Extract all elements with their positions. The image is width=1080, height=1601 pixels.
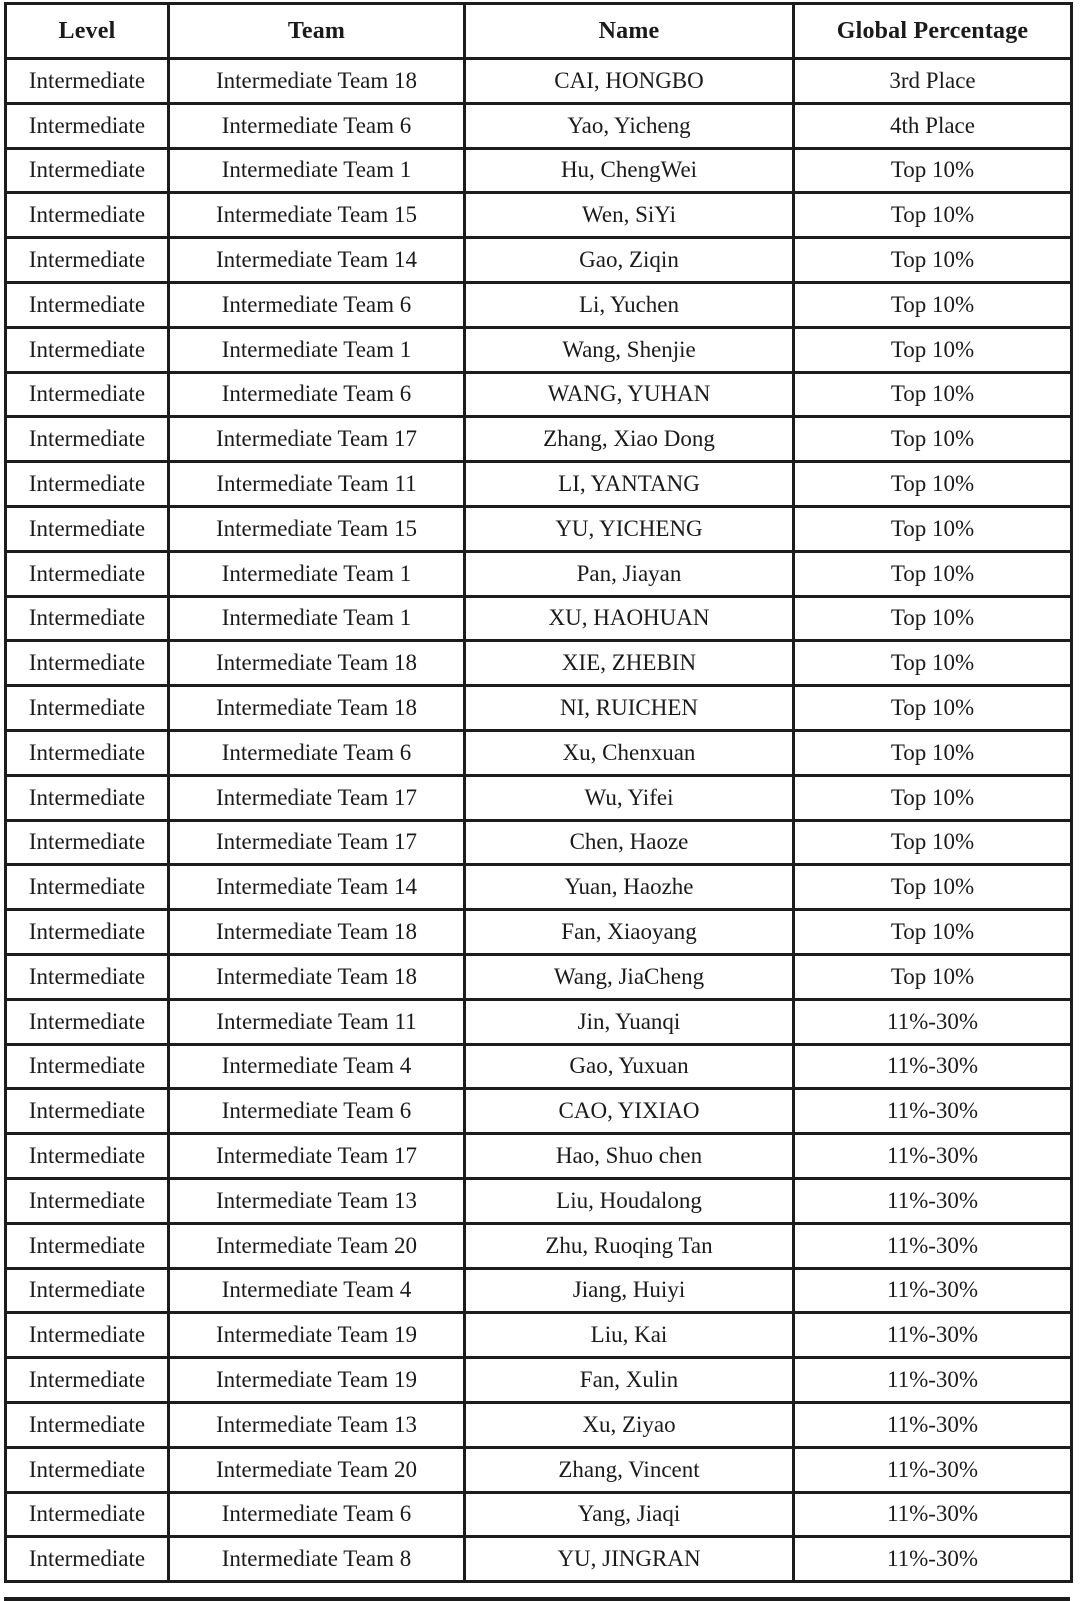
- table-row: [6, 59, 1072, 104]
- cell-team: Intermediate Team 17: [169, 417, 465, 462]
- cell-level: Intermediate: [6, 910, 169, 955]
- cell-name: Hao, Shuo chen: [465, 1134, 794, 1179]
- cell-global-percentage: Top 10%: [794, 954, 1072, 999]
- cell-level: Intermediate: [6, 820, 169, 865]
- table-row: [6, 686, 1072, 731]
- cell-level: Intermediate: [6, 462, 169, 507]
- cell-level: Intermediate: [6, 103, 169, 148]
- cell-name: Wu, Yifei: [465, 775, 794, 820]
- cell-team: Intermediate Team 20: [169, 1223, 465, 1268]
- cell-team: Intermediate Team 18: [169, 910, 465, 955]
- cell-team: Intermediate Team 13: [169, 1178, 465, 1223]
- cell-name: Yao, Yicheng: [465, 103, 794, 148]
- cell-global-percentage: 4th Place: [794, 103, 1072, 148]
- header-row: [6, 4, 1072, 59]
- cell-team: Intermediate Team 17: [169, 820, 465, 865]
- cell-level: Intermediate: [6, 596, 169, 641]
- cell-team: Intermediate Team 19: [169, 1313, 465, 1358]
- cell-team: Intermediate Team 17: [169, 775, 465, 820]
- table-row: [6, 1268, 1072, 1313]
- cell-name: XU, HAOHUAN: [465, 596, 794, 641]
- column-header-level: Level: [6, 4, 169, 59]
- results-table: [4, 2, 1073, 1583]
- column-header-team: Team: [169, 4, 465, 59]
- table-row: [6, 462, 1072, 507]
- cell-team: Intermediate Team 20: [169, 1447, 465, 1492]
- table-row: [6, 1044, 1072, 1089]
- cell-global-percentage: 11%-30%: [794, 1358, 1072, 1403]
- cell-level: Intermediate: [6, 59, 169, 104]
- cell-level: Intermediate: [6, 1537, 169, 1582]
- cell-name: Li, Yuchen: [465, 282, 794, 327]
- table-row: [6, 193, 1072, 238]
- cell-name: Gao, Yuxuan: [465, 1044, 794, 1089]
- cell-level: Intermediate: [6, 506, 169, 551]
- table-row: [6, 1492, 1072, 1537]
- cell-name: YU, YICHENG: [465, 506, 794, 551]
- table-row: [6, 372, 1072, 417]
- cell-team: Intermediate Team 15: [169, 193, 465, 238]
- cell-level: Intermediate: [6, 1134, 169, 1179]
- cell-name: Jiang, Huiyi: [465, 1268, 794, 1313]
- cell-name: Fan, Xulin: [465, 1358, 794, 1403]
- cell-team: Intermediate Team 1: [169, 327, 465, 372]
- cell-name: Liu, Kai: [465, 1313, 794, 1358]
- cell-level: Intermediate: [6, 1178, 169, 1223]
- cell-team: Intermediate Team 6: [169, 282, 465, 327]
- table-row: [6, 1358, 1072, 1403]
- cell-name: Zhang, Vincent: [465, 1447, 794, 1492]
- cell-team: Intermediate Team 4: [169, 1268, 465, 1313]
- cell-global-percentage: 11%-30%: [794, 1268, 1072, 1313]
- cell-level: Intermediate: [6, 686, 169, 731]
- cell-level: Intermediate: [6, 1402, 169, 1447]
- cell-global-percentage: Top 10%: [794, 282, 1072, 327]
- cell-team: Intermediate Team 13: [169, 1402, 465, 1447]
- cell-global-percentage: Top 10%: [794, 686, 1072, 731]
- cell-global-percentage: 11%-30%: [794, 1447, 1072, 1492]
- table-row: [6, 820, 1072, 865]
- cell-level: Intermediate: [6, 1268, 169, 1313]
- table-row: [6, 282, 1072, 327]
- cell-name: Zhu, Ruoqing Tan: [465, 1223, 794, 1268]
- cell-name: Xu, Chenxuan: [465, 730, 794, 775]
- table-row: [6, 1402, 1072, 1447]
- table-row: [6, 238, 1072, 283]
- cell-global-percentage: Top 10%: [794, 238, 1072, 283]
- cell-name: Yang, Jiaqi: [465, 1492, 794, 1537]
- cell-global-percentage: Top 10%: [794, 820, 1072, 865]
- cell-global-percentage: 11%-30%: [794, 1313, 1072, 1358]
- column-header-name: Name: [465, 4, 794, 59]
- table-row: [6, 865, 1072, 910]
- cell-level: Intermediate: [6, 641, 169, 686]
- cell-global-percentage: Top 10%: [794, 596, 1072, 641]
- cell-name: Wang, JiaCheng: [465, 954, 794, 999]
- cell-level: Intermediate: [6, 372, 169, 417]
- table-row: [6, 103, 1072, 148]
- cell-level: Intermediate: [6, 1358, 169, 1403]
- cell-level: Intermediate: [6, 730, 169, 775]
- cell-global-percentage: Top 10%: [794, 193, 1072, 238]
- cell-global-percentage: 11%-30%: [794, 1223, 1072, 1268]
- cell-name: Xu, Ziyao: [465, 1402, 794, 1447]
- cell-global-percentage: 11%-30%: [794, 1089, 1072, 1134]
- cell-team: Intermediate Team 11: [169, 462, 465, 507]
- cell-level: Intermediate: [6, 1089, 169, 1134]
- cell-name: Gao, Ziqin: [465, 238, 794, 283]
- cell-global-percentage: Top 10%: [794, 372, 1072, 417]
- cell-team: Intermediate Team 6: [169, 730, 465, 775]
- cell-level: Intermediate: [6, 1313, 169, 1358]
- cell-team: Intermediate Team 17: [169, 1134, 465, 1179]
- cell-global-percentage: Top 10%: [794, 148, 1072, 193]
- table-row: [6, 730, 1072, 775]
- cell-level: Intermediate: [6, 148, 169, 193]
- cell-level: Intermediate: [6, 954, 169, 999]
- cell-global-percentage: Top 10%: [794, 551, 1072, 596]
- cell-team: Intermediate Team 18: [169, 954, 465, 999]
- cell-level: Intermediate: [6, 417, 169, 462]
- table-row: [6, 910, 1072, 955]
- cell-global-percentage: 11%-30%: [794, 1044, 1072, 1089]
- table-row: [6, 1089, 1072, 1134]
- cell-global-percentage: 11%-30%: [794, 1402, 1072, 1447]
- cell-team: Intermediate Team 6: [169, 372, 465, 417]
- table-row: [6, 1447, 1072, 1492]
- cell-name: CAO, YIXIAO: [465, 1089, 794, 1134]
- cell-level: Intermediate: [6, 1223, 169, 1268]
- cell-team: Intermediate Team 1: [169, 148, 465, 193]
- table-row: [6, 148, 1072, 193]
- cell-name: Pan, Jiayan: [465, 551, 794, 596]
- cell-name: Wang, Shenjie: [465, 327, 794, 372]
- cell-global-percentage: Top 10%: [794, 910, 1072, 955]
- cell-name: XIE, ZHEBIN: [465, 641, 794, 686]
- cell-name: WANG, YUHAN: [465, 372, 794, 417]
- column-header-global-percentage: Global Percentage: [794, 4, 1072, 59]
- cell-global-percentage: 11%-30%: [794, 999, 1072, 1044]
- cell-name: Yuan, Haozhe: [465, 865, 794, 910]
- cell-level: Intermediate: [6, 193, 169, 238]
- table-row: [6, 775, 1072, 820]
- cell-team: Intermediate Team 15: [169, 506, 465, 551]
- table-row: [6, 954, 1072, 999]
- cell-level: Intermediate: [6, 282, 169, 327]
- table-row: [6, 1313, 1072, 1358]
- cell-level: Intermediate: [6, 238, 169, 283]
- cell-name: Liu, Houdalong: [465, 1178, 794, 1223]
- cell-name: YU, JINGRAN: [465, 1537, 794, 1582]
- table-row: [6, 327, 1072, 372]
- cell-global-percentage: 11%-30%: [794, 1492, 1072, 1537]
- cell-global-percentage: Top 10%: [794, 641, 1072, 686]
- table-row: [6, 1178, 1072, 1223]
- cutoff-next-row-border: [4, 1597, 1070, 1601]
- cell-name: Fan, Xiaoyang: [465, 910, 794, 955]
- cell-team: Intermediate Team 6: [169, 1089, 465, 1134]
- cell-team: Intermediate Team 14: [169, 865, 465, 910]
- cell-level: Intermediate: [6, 1044, 169, 1089]
- cell-team: Intermediate Team 1: [169, 596, 465, 641]
- cell-global-percentage: 11%-30%: [794, 1178, 1072, 1223]
- table-row: [6, 1134, 1072, 1179]
- table-row: [6, 999, 1072, 1044]
- cell-level: Intermediate: [6, 1492, 169, 1537]
- cell-team: Intermediate Team 8: [169, 1537, 465, 1582]
- cell-team: Intermediate Team 19: [169, 1358, 465, 1403]
- cell-name: Jin, Yuanqi: [465, 999, 794, 1044]
- cell-name: Chen, Haoze: [465, 820, 794, 865]
- cell-name: Wen, SiYi: [465, 193, 794, 238]
- table-row: [6, 596, 1072, 641]
- cell-global-percentage: Top 10%: [794, 506, 1072, 551]
- cell-global-percentage: Top 10%: [794, 327, 1072, 372]
- cell-level: Intermediate: [6, 865, 169, 910]
- cell-level: Intermediate: [6, 551, 169, 596]
- cell-team: Intermediate Team 1: [169, 551, 465, 596]
- cell-global-percentage: Top 10%: [794, 775, 1072, 820]
- cell-team: Intermediate Team 6: [169, 1492, 465, 1537]
- cell-team: Intermediate Team 18: [169, 59, 465, 104]
- cell-global-percentage: Top 10%: [794, 730, 1072, 775]
- cell-level: Intermediate: [6, 327, 169, 372]
- cell-team: Intermediate Team 14: [169, 238, 465, 283]
- cell-team: Intermediate Team 11: [169, 999, 465, 1044]
- table-row: [6, 551, 1072, 596]
- cell-name: NI, RUICHEN: [465, 686, 794, 731]
- cell-level: Intermediate: [6, 775, 169, 820]
- table-row: [6, 417, 1072, 462]
- cell-team: Intermediate Team 18: [169, 641, 465, 686]
- cell-name: Hu, ChengWei: [465, 148, 794, 193]
- cell-team: Intermediate Team 4: [169, 1044, 465, 1089]
- cell-global-percentage: Top 10%: [794, 417, 1072, 462]
- cell-team: Intermediate Team 18: [169, 686, 465, 731]
- table-body: [6, 59, 1072, 1582]
- cell-global-percentage: Top 10%: [794, 462, 1072, 507]
- cell-name: LI, YANTANG: [465, 462, 794, 507]
- cell-level: Intermediate: [6, 1447, 169, 1492]
- cell-team: Intermediate Team 6: [169, 103, 465, 148]
- cell-name: CAI, HONGBO: [465, 59, 794, 104]
- table-row: [6, 1223, 1072, 1268]
- cell-name: Zhang, Xiao Dong: [465, 417, 794, 462]
- cell-level: Intermediate: [6, 999, 169, 1044]
- cell-global-percentage: 11%-30%: [794, 1134, 1072, 1179]
- cell-global-percentage: Top 10%: [794, 865, 1072, 910]
- table-row: [6, 641, 1072, 686]
- cell-global-percentage: 3rd Place: [794, 59, 1072, 104]
- table-row: [6, 1537, 1072, 1582]
- cell-global-percentage: 11%-30%: [794, 1537, 1072, 1582]
- table-row: [6, 506, 1072, 551]
